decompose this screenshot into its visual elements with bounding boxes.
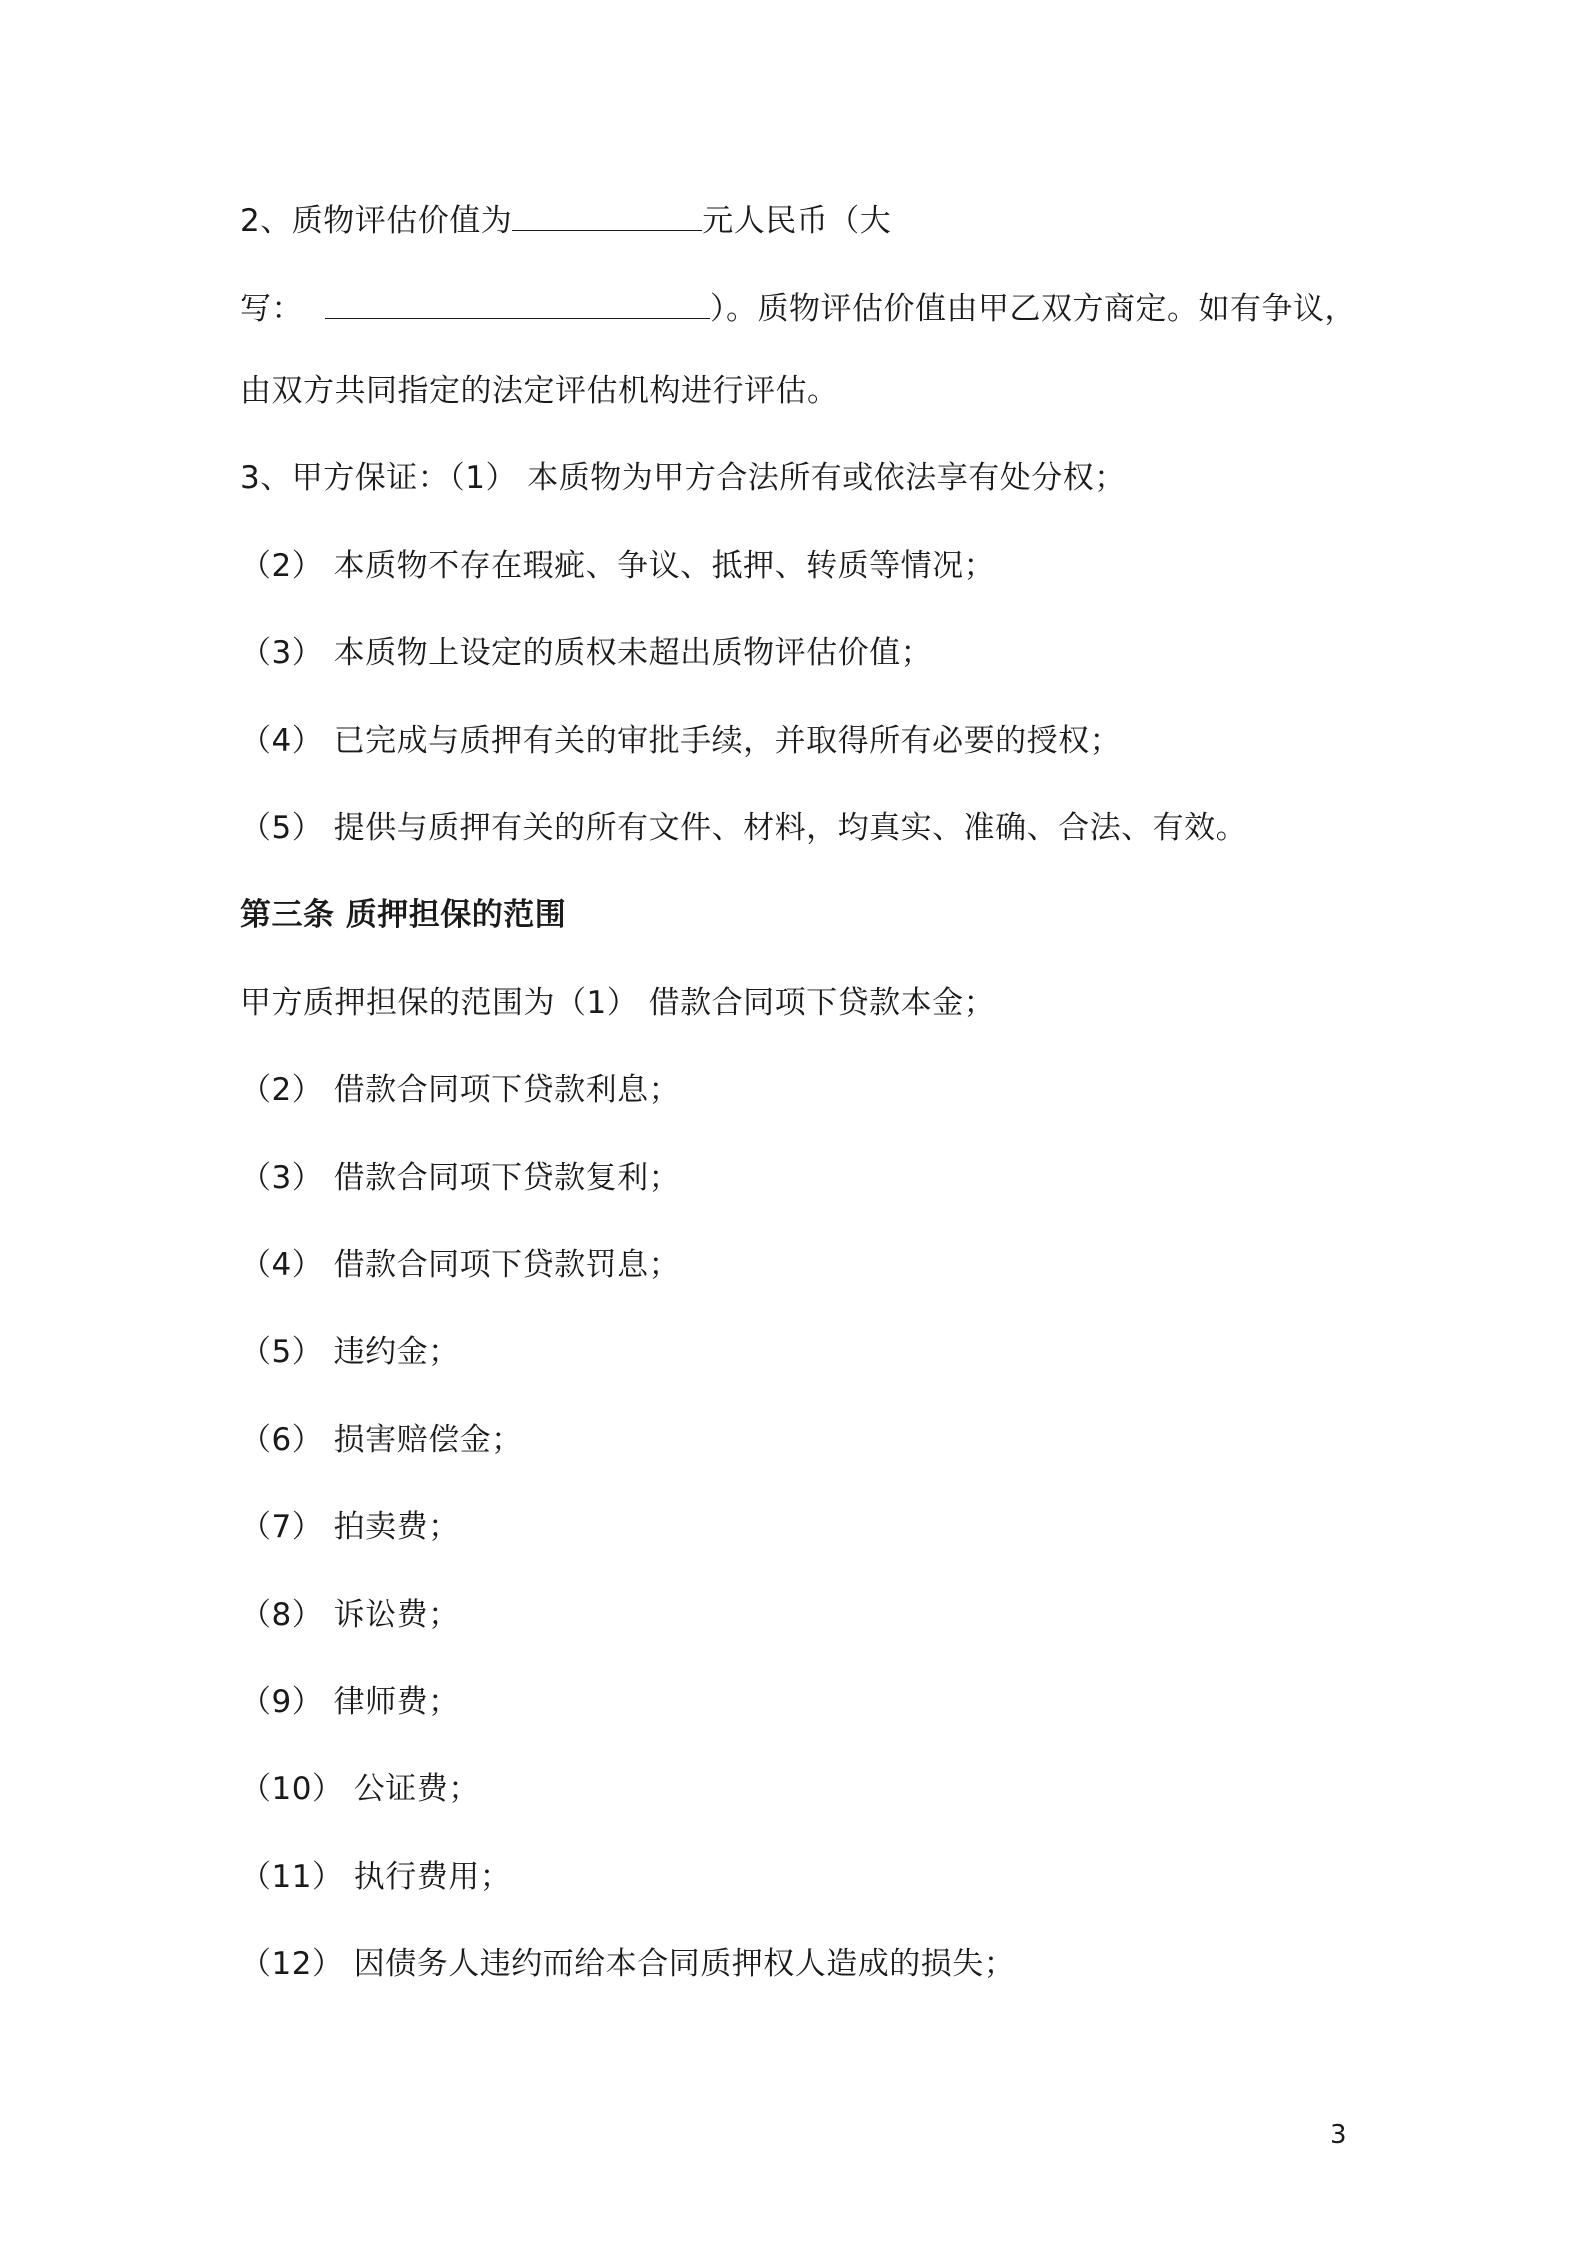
scope-item: （12） 因债务人违约而给本合同质押权人造成的损失； [240, 1946, 1016, 1982]
valuation-amount-blank[interactable] [512, 196, 702, 231]
uppercase-amount-blank[interactable] [325, 284, 710, 319]
valuation-line-3: 由双方共同指定的法定评估机构进行评估。 [240, 373, 839, 409]
scope-item: （9） 律师费； [240, 1684, 460, 1720]
valuation-currency-label: 元人民币（大 [702, 203, 892, 239]
scope-item: （6） 损害赔偿金； [240, 1422, 523, 1458]
scope-item: （5） 违约金； [240, 1334, 460, 1370]
guarantee-item: （5） 提供与质押有关的所有文件、材料，均真实、准确、合法、有效。 [240, 810, 1248, 846]
scope-item: （11） 执行费用； [240, 1859, 512, 1895]
scope-item: （4） 借款合同项下贷款罚息； [240, 1247, 681, 1283]
guarantee-item: （4） 已完成与质押有关的审批手续，并取得所有必要的授权； [240, 723, 1122, 759]
scope-item: （7） 拍卖费； [240, 1509, 460, 1545]
scope-intro: 甲方质押担保的范围为（1） 借款合同项下贷款本金； [240, 985, 996, 1021]
scope-item: （8） 诉讼费； [240, 1597, 460, 1633]
guarantee-item: （2） 本质物不存在瑕疵、争议、抵押、转质等情况； [240, 548, 996, 584]
valuation-line-2 [240, 284, 1356, 329]
valuation-agreement-text: ）。质物评估价值由甲乙双方商定。如有争议， [710, 291, 1356, 327]
article-3-heading: 第三条 质押担保的范围 [240, 897, 567, 933]
guarantee-item: （3） 本质物上设定的质权未超出质物评估价值； [240, 635, 933, 671]
guarantee-intro: 3、甲方保证：（1） 本质物为甲方合法所有或依法享有处分权； [240, 460, 1126, 496]
scope-item: （2） 借款合同项下贷款利息； [240, 1072, 681, 1108]
valuation-line-1 [240, 196, 891, 241]
scope-item: （3） 借款合同项下贷款复利； [240, 1160, 681, 1196]
scope-item: （10） 公证费； [240, 1771, 480, 1807]
valuation-label: 2、质物评估价值为 [240, 203, 513, 239]
uppercase-label: 写： [240, 291, 303, 327]
page-number: 3 [1330, 2120, 1347, 2150]
